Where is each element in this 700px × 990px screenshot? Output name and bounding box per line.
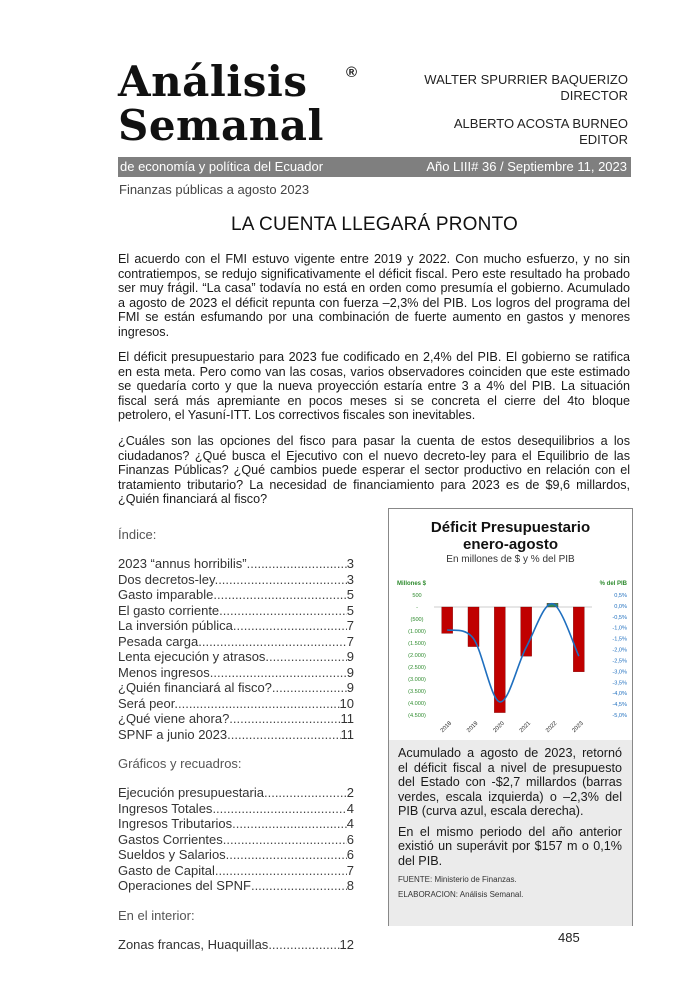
dot-leader <box>264 785 347 801</box>
index-entry-label: 2023 “annus horribilis” <box>118 556 247 571</box>
chart-index-entry <box>118 785 354 801</box>
paragraph-1: El acuerdo con el FMI estuvo vigente entre 2019 y 2022. Con mucho esfuerzo, y no sin contratiempos, se redujo significativamente el déficit fiscal. Pero este resultado ha probado ser muy frágil. “La casa” todavía no está en orden como presumía el gobierno. Acumulado a agosto de 2023 el déficit repunta con fuerza –2,3% del PIB. Los logros del programa del FMI se están esfumando por una combinación de fuerte aumento en gastos y menores ingresos. <box>118 252 630 339</box>
index <box>118 527 354 952</box>
index-entry <box>118 634 354 650</box>
dot-leader <box>210 665 347 681</box>
dot-leader <box>212 801 346 817</box>
director-name: WALTER SPURRIER BAQUERIZO <box>424 72 628 87</box>
chart-index-entry-page: 7 <box>346 862 354 878</box>
headline: LA CUENTA LLEGARÁ PRONTO <box>230 214 519 235</box>
left-axis-label: Millones $ <box>397 581 427 587</box>
left-tick-label: (4.000) <box>408 701 426 707</box>
x-tick-label: 2023 <box>571 720 585 734</box>
charts-title: Gráficos y recuadros: <box>118 756 242 771</box>
index-entry-label: Lenta ejecución y atrasos. <box>118 649 270 664</box>
deficit-chart <box>389 573 632 737</box>
dot-leader <box>229 711 340 727</box>
caption-elaboration: ELABORACION: Análisis Semanal. <box>398 890 524 899</box>
index-entry-page: 9 <box>346 664 354 680</box>
staff-credits <box>388 72 628 148</box>
right-tick-label: -5,0% <box>612 713 627 719</box>
right-tick-label: -4,5% <box>612 702 627 709</box>
bar-2019 <box>468 607 479 647</box>
director-role: DIRECTOR <box>560 88 628 103</box>
dot-leader <box>269 649 347 665</box>
left-tick-label: (4.500) <box>408 713 426 719</box>
chart-index-entry-label: Ingresos Totales <box>118 800 213 816</box>
chart-index-entry-label: Ejecución presupuestaria <box>118 785 264 800</box>
editor-role: EDITOR <box>579 132 628 147</box>
chart-index-entry <box>118 878 354 894</box>
logo <box>118 57 368 152</box>
chart-index-entry-label: Gastos Corrientes <box>118 831 223 847</box>
chart-index-entry <box>118 832 354 848</box>
dot-leader <box>247 556 347 572</box>
dot-leader <box>272 680 347 696</box>
dot-leader <box>223 832 347 848</box>
left-tick-label: (3.500) <box>408 689 426 695</box>
chart-index-entry <box>118 816 354 832</box>
index-entry <box>118 603 354 619</box>
index-entry-label: Dos decretos-ley. <box>118 571 219 587</box>
bar-2020 <box>494 607 505 713</box>
dot-leader <box>215 863 347 879</box>
index-entry-page: 9 <box>346 649 354 664</box>
left-tick-label: (1.000) <box>408 629 426 635</box>
masthead-bar <box>118 157 631 177</box>
chart-box <box>388 508 633 926</box>
chart-index-entry-label: Ingresos Tributarios <box>118 816 233 831</box>
index-entry <box>118 680 354 696</box>
bar-2023 <box>573 607 584 672</box>
x-tick-label: 2022 <box>545 720 559 734</box>
index-entry <box>118 665 354 681</box>
dot-leader <box>233 618 347 634</box>
dot-leader <box>213 587 346 603</box>
index-entry <box>118 711 354 727</box>
chart-index-entry-page: 4 <box>346 800 354 816</box>
right-tick-label: 0,0% <box>614 603 627 610</box>
chart-index-entry <box>118 863 354 879</box>
index-entry <box>118 587 354 603</box>
chart-caption <box>389 740 632 926</box>
right-axis-label: % del PIB <box>599 581 627 587</box>
paragraph-3: ¿Cuáles son las opciones del fisco para pasar la cuenta de estos desequilibrios a los ciudadanos? ¿Qué busca el Ejecutivo con el nuevo decreto-ley para el Equilibrio de las Finanzas Públicas? ¿Qué cambios puede esperar el sector productivo en relación con el tratamiento tributario? La necesidad de financiamiento para 2023 es de $9,6 millardos, ¿Quién financiará al fisco? <box>118 434 630 507</box>
caption-paragraph-1: Acumulado a agosto de 2023, retornó el déficit fiscal a nivel de presupuesto del Estado con -$2,7 millardos (barras verdes, escala izquierda) o –2,3% del PIB (curva azul, escala derecha). <box>398 746 622 818</box>
index-entry-label: SPNF a junio 2023. <box>118 726 231 742</box>
x-tick-label: 2020 <box>492 720 506 734</box>
index-entry <box>118 618 354 634</box>
registered-mark: ® <box>346 64 358 81</box>
index-entry-label: Será peor. <box>118 695 178 711</box>
right-tick-label: -2,5% <box>612 658 627 665</box>
issue-info: Año LIII# 36 / Septiembre 11, 2023 <box>426 159 627 174</box>
index-entry <box>118 727 354 743</box>
chart-title-line-1: Déficit Presupuestario <box>430 519 591 536</box>
logo-line-2: Semanal <box>118 101 324 150</box>
dot-leader <box>219 603 347 619</box>
index-entry-page: 7 <box>346 633 354 649</box>
chart-index-entry-page: 2 <box>346 785 354 800</box>
chart-index-entry-page: 8 <box>346 878 354 893</box>
chart-index-entry <box>118 847 354 863</box>
x-tick-label: 2021 <box>518 720 533 734</box>
interior-index-entry <box>118 937 354 953</box>
index-entry <box>118 556 354 572</box>
chart-index-entry-label: Operaciones del SPNF <box>118 878 251 893</box>
right-tick-label: -3,0% <box>612 669 627 676</box>
dot-leader <box>268 937 339 953</box>
left-tick-label: (1.500) <box>408 641 426 647</box>
chart-index-entry-page: 6 <box>346 831 354 847</box>
index-entry-page: 9 <box>346 680 354 695</box>
index-entry-label: ¿Quién financiará al fisco? <box>118 680 272 695</box>
chart-subtitle: En millones de $ y % del PIB <box>446 554 575 565</box>
index-entry-label: El gasto corriente <box>118 602 220 618</box>
section-label: Finanzas públicas a agosto 2023 <box>119 182 310 197</box>
x-tick-label: 2018 <box>439 720 454 734</box>
index-entry-page: 3 <box>346 556 354 571</box>
index-entry <box>118 572 354 588</box>
dot-leader <box>226 847 347 863</box>
index-entry-label: Gasto imparable <box>118 587 214 602</box>
right-tick-label: -1,5% <box>612 636 627 643</box>
dot-leader <box>232 816 347 832</box>
chart-title-line-2: enero-agosto <box>462 536 558 553</box>
dot-leader <box>178 696 340 712</box>
caption-source: FUENTE: Ministerio de Finanzas. <box>398 875 517 884</box>
index-entry <box>118 696 354 712</box>
index-title: Índice: <box>118 527 157 542</box>
index-entry-page: 10 <box>339 695 354 711</box>
left-tick-label: (3.000) <box>408 677 426 683</box>
page-number: 485 <box>558 930 580 945</box>
tagline: de economía y política del Ecuador <box>120 159 324 174</box>
index-entry-page: 5 <box>346 602 354 618</box>
chart-index-entry-page: 4 <box>346 816 354 831</box>
left-tick-label: 500 <box>412 593 422 599</box>
interior-index-entry-label: Zonas francas, Huaquillas <box>118 936 269 952</box>
index-entry-label: ¿Qué viene ahora? <box>118 711 230 726</box>
right-tick-label: -1,0% <box>612 625 627 632</box>
x-tick-label: 2019 <box>466 720 480 734</box>
right-tick-label: -3,5% <box>612 680 627 687</box>
index-entry-page: 3 <box>346 571 354 587</box>
chart-title <box>389 519 632 553</box>
left-tick-label: (500) <box>410 617 424 623</box>
logo-line-1: Análisis <box>118 57 308 106</box>
right-tick-label: -4,0% <box>612 691 627 698</box>
chart-index-entry-page: 6 <box>346 847 354 862</box>
index-entry-page: 7 <box>346 618 354 633</box>
chart-index-entry-label: Sueldos y Salarios <box>118 847 226 862</box>
caption-paragraph-2: En el mismo periodo del año anterior existió un superávit por $157 m o 0,1% del PIB. <box>398 824 622 868</box>
left-tick-label: (2.500) <box>408 665 426 671</box>
index-entry <box>118 649 354 665</box>
index-entry-label: Menos ingresos <box>118 664 210 680</box>
dot-leader <box>231 727 341 743</box>
dot-leader <box>218 572 347 588</box>
dot-leader <box>202 634 347 650</box>
interior-title: En el interior: <box>118 907 195 923</box>
right-tick-label: 0,5% <box>614 593 627 599</box>
chart-index-entry-label: Gasto de Capital <box>118 862 215 878</box>
left-tick-label: (2.000) <box>408 653 426 659</box>
left-tick-label: - <box>416 605 418 611</box>
chart-index-entry <box>118 801 354 817</box>
interior-index-entry-page: 12 <box>339 936 354 952</box>
dot-leader <box>251 878 347 894</box>
index-entry-page: 5 <box>346 587 354 602</box>
right-tick-label: -2,0% <box>612 647 627 654</box>
paragraph-2: El déficit presupuestario para 2023 fue codificado en 2,4% del PIB. El gobierno se ratifica en esta meta. Pero como van las cosas, varios observadores coinciden que este estimado se quedaría corto y que la nueva proyección estaría entre 3 a 4% del PIB. La situación fiscal será más apremiante en pocos meses si se concreta el cierre del 4to bloque petrolero, el Yasuní-ITT. Los correctivos fiscales son inevitables. <box>118 350 630 423</box>
index-entry-page: 11 <box>340 711 354 726</box>
index-entry-page: 11 <box>340 726 354 742</box>
index-entry-label: La inversión pública <box>118 618 233 633</box>
right-tick-label: -0,5% <box>612 614 627 621</box>
pct-gdp-line <box>447 604 579 702</box>
editor-name: ALBERTO ACOSTA BURNEO <box>453 116 628 131</box>
index-entry-label: Pesada carga. <box>118 633 202 649</box>
